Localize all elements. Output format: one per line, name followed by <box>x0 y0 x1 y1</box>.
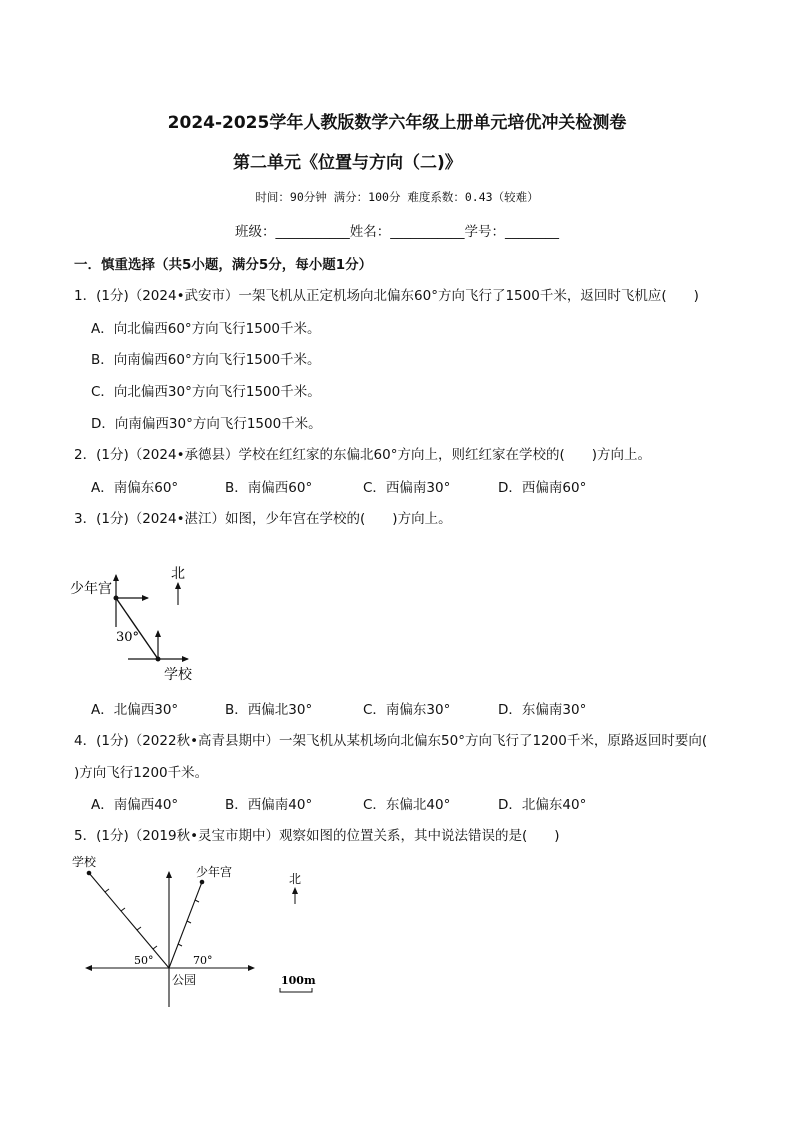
q3-option-a: A．北偏西30° <box>91 702 179 718</box>
q3-option-c: C．南偏东30° <box>363 702 451 718</box>
q4-option-d: D．北偏东40° <box>498 797 587 813</box>
q3-angle-label: 30° <box>116 630 140 645</box>
q4-option-a: A．南偏西40° <box>91 797 179 813</box>
question-5-stem: 5．(1分)（2019秋•灵宝市期中）观察如图的位置关系，其中说法错误的是( ) <box>74 828 560 844</box>
q3-north-label: 北 <box>171 566 185 582</box>
q5-position-figure <box>66 852 326 1014</box>
q5-angle-50-label: 50° <box>134 954 154 967</box>
question-3-stem: 3．(1分)（2024•湛江）如图，少年宫在学校的( )方向上。 <box>74 511 452 527</box>
exam-meta: 时间：90分钟 满分：100分 难度系数：0.43（较难） <box>255 190 539 204</box>
q5-school-line <box>89 873 169 968</box>
q5-palace-point <box>200 880 205 885</box>
q2-option-d: D．西偏南60° <box>498 480 587 496</box>
question-4-stem-line2: )方向飞行1200千米。 <box>74 765 209 781</box>
q3-option-b: B．西偏北30° <box>225 702 313 718</box>
q2-option-c: C．西偏南30° <box>363 480 451 496</box>
q1-option-b: B．向南偏西60°方向飞行1500千米。 <box>91 352 321 368</box>
q3-school-label: 学校 <box>164 667 192 683</box>
q2-option-a: A．南偏东60° <box>91 480 179 496</box>
question-4-stem-line1: 4．(1分)（2022秋•高青县期中）一架飞机从某机场向北偏东50°方向飞行了1200千米，原路返回时要向( <box>74 733 708 749</box>
q1-option-d: D．向南偏西30°方向飞行1500千米。 <box>91 416 322 432</box>
unit-subtitle: 第二单元《位置与方向（二)》 <box>233 153 462 173</box>
q3-connecting-line <box>116 598 158 659</box>
q5-scale-label: 100m <box>281 974 316 987</box>
q5-school-point <box>87 871 92 876</box>
q5-palace-label: 少年宫 <box>196 865 233 879</box>
q4-option-b: B．西偏南40° <box>225 797 313 813</box>
q3-direction-figure <box>60 555 210 690</box>
q5-park-label: 公园 <box>172 973 197 987</box>
q1-option-a: A．向北偏西60°方向飞行1500千米。 <box>91 321 321 337</box>
q2-option-b: B．南偏西60° <box>225 480 313 496</box>
q5-school-label: 学校 <box>72 855 97 869</box>
q1-option-c: C．向北偏西30°方向飞行1500千米。 <box>91 384 321 400</box>
page-title: 2024-2025学年人教版数学六年级上册单元培优冲关检测卷 <box>167 113 627 133</box>
question-2-stem: 2．(1分)（2024•承德县）学校在红红家的东偏北60°方向上，则红红家在学校的( )方向上。 <box>74 447 651 463</box>
q4-option-c: C．东偏北40° <box>363 797 451 813</box>
q5-angle-70-label: 70° <box>193 954 213 967</box>
q5-scale-bar <box>280 988 312 992</box>
section-heading: 一．慎重选择（共5小题，满分5分，每小题1分） <box>74 257 373 273</box>
q3-palace-label: 少年宫 <box>70 581 112 597</box>
q5-north-label: 北 <box>289 872 302 886</box>
student-info-fields: 班级：___________姓名：___________学号：________ <box>235 224 559 240</box>
question-1-stem: 1．(1分)（2024•武安市）一架飞机从正定机场向北偏东60°方向飞行了1500千米，返回时飞机应( ) <box>74 288 699 304</box>
q3-option-d: D．东偏南30° <box>498 702 587 718</box>
